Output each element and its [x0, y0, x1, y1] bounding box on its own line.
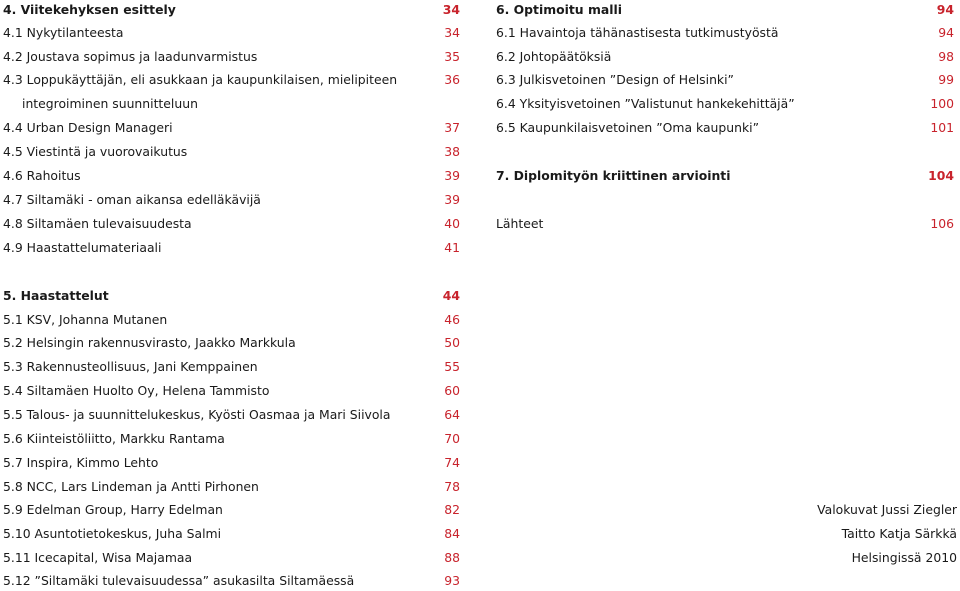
toc-entry [496, 70, 954, 90]
toc-entry-page: 74 [444, 455, 460, 470]
toc-entry [496, 47, 954, 67]
toc-entry-title: 6.1 Havaintoja tähänastisesta tutkimustyöstä [496, 25, 779, 40]
toc-entry-title: 6. Optimoitu malli [496, 2, 622, 17]
toc-entry-page: 55 [444, 359, 460, 374]
toc-entry-page: 106 [930, 216, 954, 231]
toc-entry [496, 23, 954, 43]
toc-entry [3, 23, 460, 43]
toc-entry-title: 5.6 Kiinteistöliitto, Markku Rantama [3, 431, 225, 446]
toc-entry [3, 500, 460, 520]
toc-entry [3, 166, 460, 186]
toc-entry-page: 44 [442, 288, 460, 303]
toc-entry-title: 4.3 Loppukäyttäjän, eli asukkaan ja kaupunkilaisen, mielipiteen [3, 72, 398, 87]
toc-entry [3, 142, 460, 162]
toc-entry [3, 333, 460, 353]
toc-entry [3, 238, 460, 258]
toc-entry-title: 5.5 Talous- ja suunnittelukeskus, Kyösti Oasmaa ja Mari Siivola [3, 407, 391, 422]
toc-entry [3, 214, 460, 234]
toc-entry [496, 0, 954, 20]
toc-entry-title: 5.7 Inspira, Kimmo Lehto [3, 455, 159, 470]
toc-entry-title: 4.1 Nykytilanteesta [3, 25, 124, 40]
toc-entry [496, 94, 954, 114]
toc-entry [496, 118, 954, 138]
toc-entry [3, 429, 460, 449]
toc-entry-title: 4.4 Urban Design Manageri [3, 120, 173, 135]
toc-entry [3, 548, 460, 568]
toc-entry-page: 36 [444, 72, 460, 87]
toc-entry-page: 94 [936, 2, 954, 17]
toc-entry-page: 98 [938, 49, 954, 64]
toc-entry [3, 477, 460, 497]
toc-entry-continuation [3, 94, 460, 114]
toc-entry-title: 4.6 Rahoitus [3, 168, 81, 183]
toc-entry [3, 453, 460, 473]
toc-entry-title: 5.4 Siltamäen Huolto Oy, Helena Tammisto [3, 383, 270, 398]
toc-entry [3, 310, 460, 330]
credit-place-year: Helsingissä 2010 [851, 550, 957, 565]
toc-entry-title: 7. Diplomityön kriittinen arviointi [496, 168, 731, 183]
toc-entry-page: 34 [442, 2, 460, 17]
credit-layout: Taitto Katja Särkkä [841, 526, 957, 541]
toc-entry-page: 39 [444, 168, 460, 183]
toc-entry [3, 357, 460, 377]
toc-entry [3, 524, 460, 544]
toc-entry-page: 37 [444, 120, 460, 135]
toc-entry [3, 70, 460, 90]
toc-entry-page: 70 [444, 431, 460, 446]
toc-entry-title: 6.3 Julkisvetoinen ”Design of Helsinki” [496, 72, 734, 87]
toc-entry [496, 166, 954, 186]
toc-entry [3, 571, 460, 591]
toc-entry-title: 4.9 Haastattelumateriaali [3, 240, 162, 255]
toc-entry-page: 84 [444, 526, 460, 541]
toc-entry-title: 4.5 Viestintä ja vuorovaikutus [3, 144, 188, 159]
toc-entry-page: 40 [444, 216, 460, 231]
toc-entry-title: 5.8 NCC, Lars Lindeman ja Antti Pirhonen [3, 479, 259, 494]
toc-entry [3, 47, 460, 67]
toc-entry-page: 38 [444, 144, 460, 159]
toc-entry [3, 190, 460, 210]
toc-entry-page: 78 [444, 479, 460, 494]
toc-entry [3, 405, 460, 425]
toc-entry-page: 94 [938, 25, 954, 40]
toc-entry [496, 214, 954, 234]
toc-entry-page: 41 [444, 240, 460, 255]
toc-entry-title: 6.4 Yksityisvetoinen ”Valistunut hankekehittäjä” [496, 96, 795, 111]
toc-entry-title: 5.9 Edelman Group, Harry Edelman [3, 502, 223, 517]
toc-entry-title: 4.8 Siltamäen tulevaisuudesta [3, 216, 192, 231]
toc-entry-page: 99 [938, 72, 954, 87]
toc-entry-title: 5.10 Asuntotietokeskus, Juha Salmi [3, 526, 222, 541]
toc-entry-title: 6.2 Johtopäätöksiä [496, 49, 612, 64]
toc-entry-title: 5. Haastattelut [3, 288, 109, 303]
toc-entry-title: 5.1 KSV, Johanna Mutanen [3, 312, 168, 327]
toc-entry-title: 4. Viitekehyksen esittely [3, 2, 176, 17]
toc-entry-page: 35 [444, 49, 460, 64]
toc-entry-title: Lähteet [496, 216, 544, 231]
toc-entry-title: integroiminen suunnitteluun [22, 96, 198, 111]
toc-entry-page: 60 [444, 383, 460, 398]
toc-entry-title: 5.3 Rakennusteollisuus, Jani Kemppainen [3, 359, 258, 374]
toc-entry-title: 4.7 Siltamäki - oman aikansa edelläkävijä [3, 192, 261, 207]
toc-entry [3, 381, 460, 401]
toc-entry-page: 101 [930, 120, 954, 135]
toc-entry-page: 64 [444, 407, 460, 422]
toc-entry-page: 34 [444, 25, 460, 40]
toc-entry-title: 5.2 Helsingin rakennusvirasto, Jaakko Markkula [3, 335, 296, 350]
toc-entry [3, 118, 460, 138]
toc-entry-title: 5.12 ”Siltamäki tulevaisuudessa” asukasilta Siltamäessä [3, 573, 355, 588]
toc-entry [3, 0, 460, 20]
toc-entry-page: 104 [928, 168, 954, 183]
toc-entry-title: 5.11 Icecapital, Wisa Majamaa [3, 550, 193, 565]
toc-entry-page: 88 [444, 550, 460, 565]
toc-entry-title: 6.5 Kaupunkilaisvetoinen ”Oma kaupunki” [496, 120, 760, 135]
credit-photos: Valokuvat Jussi Ziegler [817, 502, 957, 517]
toc-entry-page: 82 [444, 502, 460, 517]
toc-entry-page: 100 [930, 96, 954, 111]
toc-entry [3, 286, 460, 306]
toc-entry-page: 46 [444, 312, 460, 327]
toc-entry-page: 39 [444, 192, 460, 207]
toc-entry-title: 4.2 Joustava sopimus ja laadunvarmistus [3, 49, 258, 64]
toc-entry-page: 93 [444, 573, 460, 588]
toc-entry-page: 50 [444, 335, 460, 350]
